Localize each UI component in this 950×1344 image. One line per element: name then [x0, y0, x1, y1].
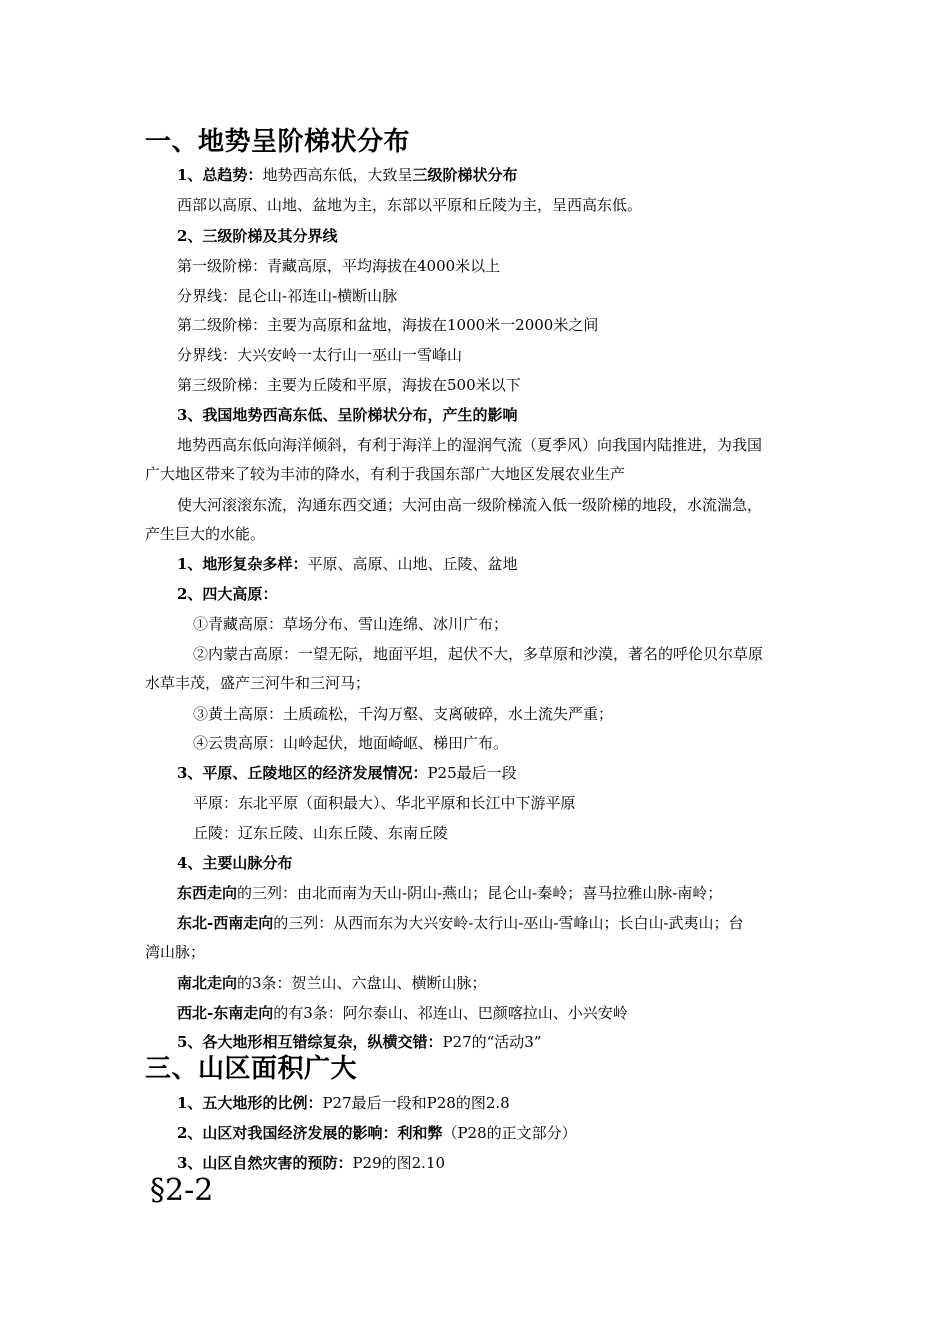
s3-item-1	[177, 1093, 950, 1113]
s2-mountains-ns	[177, 973, 950, 993]
s1-effect-b-line2: 产生巨大的水能。	[145, 525, 266, 543]
s2-item-4-label: 4、主要山脉分布	[177, 854, 293, 872]
s3-item-2	[177, 1123, 950, 1143]
s3-item-3-text: P29的图2.10	[352, 1154, 446, 1172]
s2-mountains-ns-bold: 南北走向	[177, 974, 238, 992]
s2-item-5-text: P27的“活动3”	[442, 1033, 542, 1051]
s2-mountains-ew	[177, 883, 950, 903]
s2-item-3	[177, 763, 950, 783]
s1-step-2: 第二级阶梯：主要为高原和盆地，海拔在1000米一2000米之间	[177, 316, 599, 334]
s2-mountains-nesw-cont: 湾山脉；	[145, 943, 206, 961]
s2-plateau-1: ①青藏高原：草场分布、雪山连绵、冰川广布；	[193, 615, 509, 633]
s2-item-1-text: 平原、高原、山地、丘陵、盆地	[307, 555, 518, 573]
section-1-title: 一、地势呈阶梯状分布	[145, 127, 411, 157]
s2-item-3-label: 3、平原、丘陵地区的经济发展情况：	[177, 764, 428, 782]
s2-item-2-label: 2、四大高原：	[177, 585, 278, 603]
s2-item-5-label: 5、各大地形相互错综复杂，纵横交错：	[177, 1033, 443, 1051]
s2-mountains-nwse-bold: 西北-东南走向	[177, 1004, 274, 1022]
s2-plateau-3: ③黄土高原：土质疏松，千沟万壑、支离破碎，水土流失严重；	[193, 705, 614, 723]
s3-item-1-label: 1、五大地形的比例：	[177, 1094, 323, 1112]
s3-item-3-label: 3、山区自然灾害的预防：	[177, 1154, 353, 1172]
s2-plateau-2-line1: ②内蒙古高原：一望无际，地面平坦，起伏不大，多草原和沙漠，著名的呼伦贝尔草原	[193, 645, 764, 663]
s1-point-1	[177, 165, 950, 185]
s2-mountains-ew-text: 的三列：由北而南为天山-阴山-燕山；昆仑山-秦岭；喜马拉雅山脉-南岭；	[237, 884, 723, 902]
s2-item-1	[177, 554, 950, 574]
s1-effect-a-line1: 地势西高东低向海洋倾斜，有利于海洋上的湿润气流（夏季风）向我国内陆推进，为我国	[177, 436, 763, 454]
s1-step-1: 第一级阶梯：青藏高原，平均海拔在4000米以上	[177, 257, 501, 275]
s1-point-3-label: 3、我国地势西高东低、呈阶梯状分布，产生的影响	[177, 406, 518, 424]
s1-point-1-desc: 西部以高原、山地、盆地为主，东部以平原和丘陵为主，呈西高东低。	[177, 196, 643, 214]
s1-boundary-2: 分界线：大兴安岭一太行山一巫山一雪峰山	[177, 346, 463, 364]
s1-point-1-label: 1、总趋势：	[177, 166, 263, 184]
s2-plains: 平原：东北平原（面积最大）、华北平原和长江中下游平原	[193, 794, 576, 812]
s1-point-1-bold: 三级阶梯状分布	[412, 166, 518, 184]
s2-mountains-nesw-text: 的三列：从西而东为大兴安岭-太行山-巫山-雪峰山；长白山-武夷山；台	[273, 914, 744, 932]
s2-mountains-ew-bold: 东西走向	[177, 884, 238, 902]
s3-item-3	[177, 1153, 950, 1173]
s2-hills: 丘陵：辽东丘陵、山东丘陵、东南丘陵	[193, 824, 449, 842]
s1-effect-b-line1: 使大河滚滚东流，沟通东西交通；大河由高一级阶梯流入低一级阶梯的地段，水流湍急，	[177, 496, 763, 514]
s1-point-1-text: 地势西高东低，大致呈	[262, 166, 413, 184]
s3-item-2-label: 2、山区对我国经济发展的影响：利和弊	[177, 1124, 443, 1142]
s2-plateau-2-line2: 水草丰茂，盛产三河牛和三河马；	[145, 674, 371, 692]
s2-item-3-text: P25最后一段	[427, 764, 517, 782]
s2-mountains-ns-text: 的3条：贺兰山、六盘山、横断山脉；	[237, 974, 487, 992]
s2-item-5	[177, 1032, 950, 1052]
s2-mountains-nwse-text: 的有3条：阿尔泰山、祁连山、巴颜喀拉山、小兴安岭	[273, 1004, 628, 1022]
s2-mountains-nwse	[177, 1003, 950, 1023]
s2-mountains-nesw	[177, 913, 950, 933]
s1-boundary-1: 分界线：昆仑山-祁连山-横断山脉	[177, 287, 398, 305]
s2-item-1-label: 1、地形复杂多样：	[177, 555, 308, 573]
s2-plateau-4: ④云贵高原：山岭起伏，地面崎岖、梯田广布。	[193, 734, 509, 752]
section-3-title: 三、山区面积广大	[145, 1054, 358, 1084]
s2-mountains-nesw-bold: 东北-西南走向	[177, 914, 274, 932]
section-mark: §2-2	[150, 1173, 214, 1208]
s1-effect-a-line2: 广大地区带来了较为丰沛的降水，有利于我国东部广大地区发展农业生产	[145, 465, 626, 483]
s1-point-2-label: 2、三级阶梯及其分界线	[177, 227, 338, 245]
s3-item-1-text: P27最后一段和P28的图2.8	[322, 1094, 510, 1112]
s1-step-3: 第三级阶梯：主要为丘陵和平原，海拔在500米以下	[177, 376, 521, 394]
s3-item-2-text: （P28的正文部分）	[442, 1124, 577, 1142]
